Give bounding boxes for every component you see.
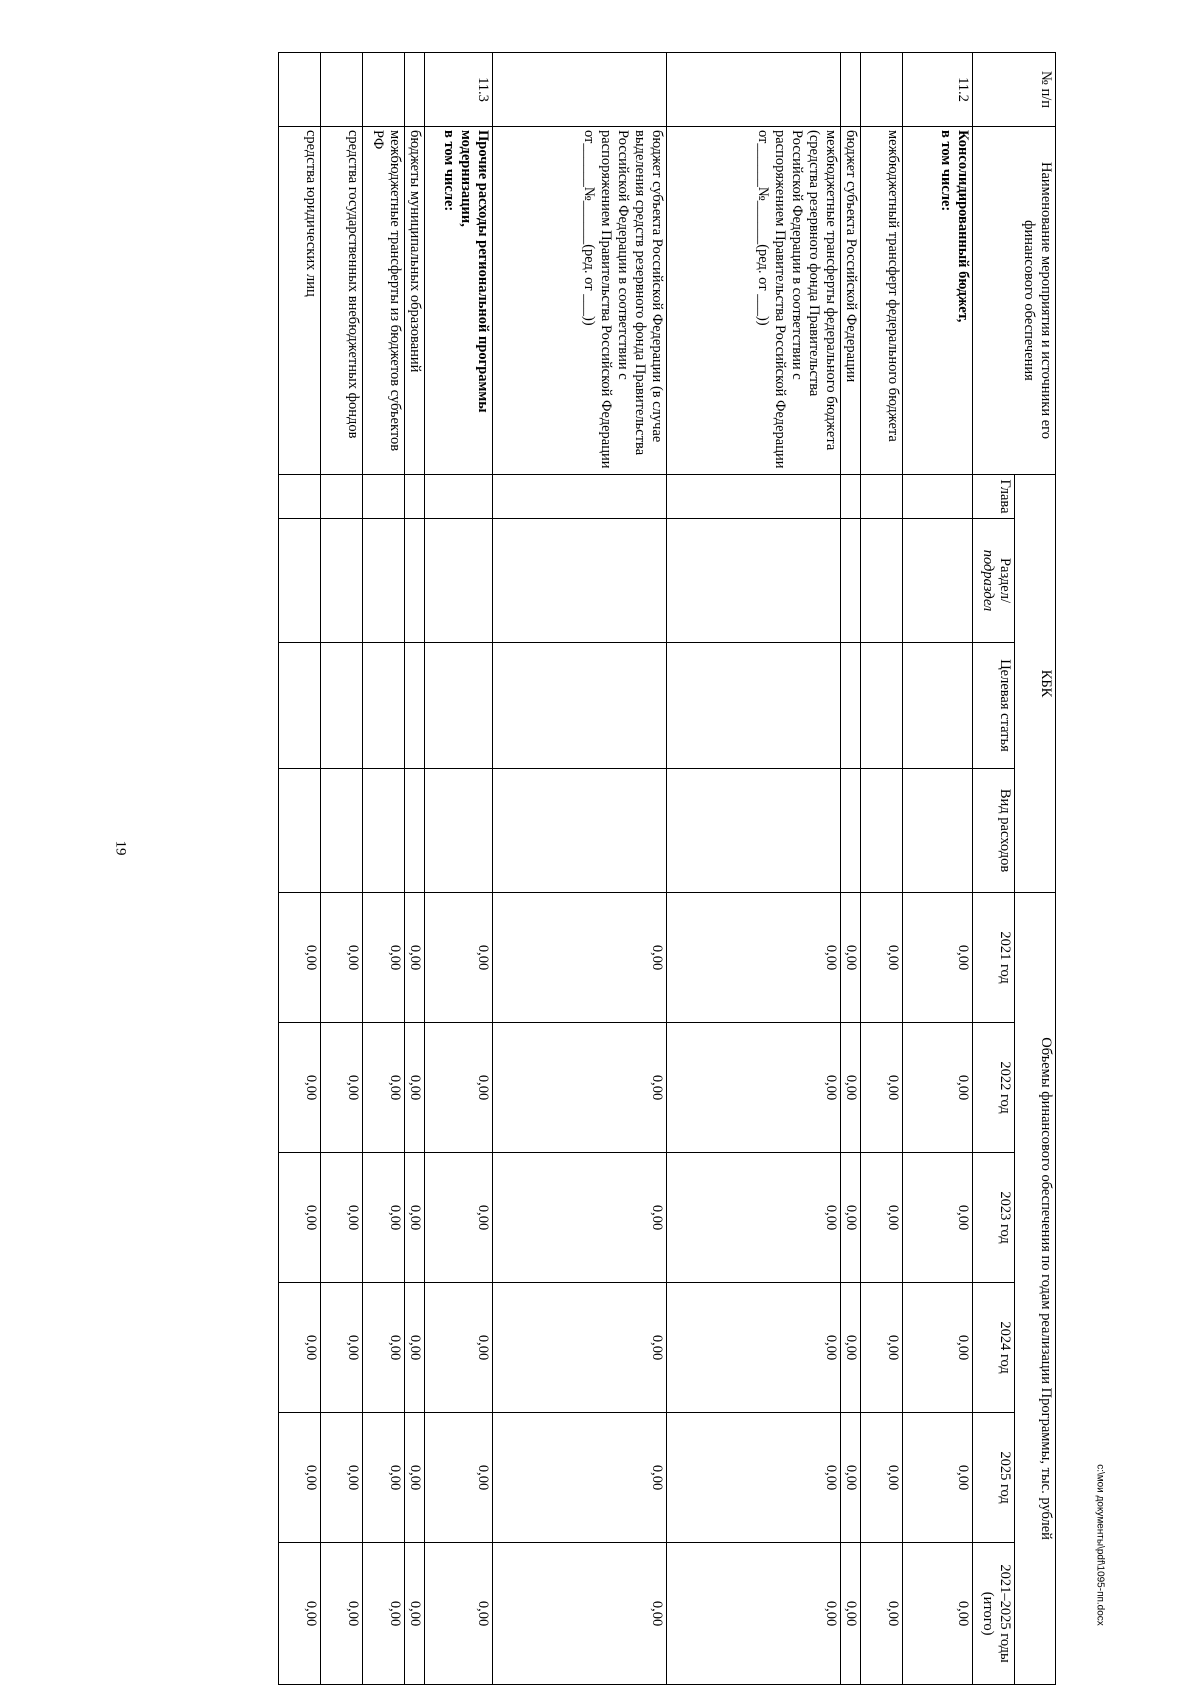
cell-2024: 0,00 bbox=[841, 1283, 861, 1413]
table-row bbox=[363, 53, 405, 1685]
footer-file-path: c:\мои документы\pdf\1095-пп.docx bbox=[1094, 1464, 1106, 1626]
cell-celevaya bbox=[405, 643, 425, 769]
row-name: средства государственных внебюджетных фондов bbox=[321, 127, 363, 475]
cell-glava bbox=[321, 475, 363, 519]
row-name bbox=[903, 127, 973, 475]
row-name: межбюджетный трансферт федерального бюджета bbox=[861, 127, 903, 475]
cell-2025: 0,00 bbox=[405, 1413, 425, 1543]
row-num bbox=[405, 53, 425, 127]
cell-vid bbox=[841, 769, 861, 893]
cell-2021: 0,00 bbox=[279, 893, 321, 1023]
cell-vid bbox=[405, 769, 425, 893]
cell-2022: 0,00 bbox=[493, 1023, 667, 1153]
cell-2021: 0,00 bbox=[363, 893, 405, 1023]
cell-2023: 0,00 bbox=[903, 1153, 973, 1283]
cell-2023: 0,00 bbox=[405, 1153, 425, 1283]
cell-celevaya bbox=[861, 643, 903, 769]
cell-2024: 0,00 bbox=[405, 1283, 425, 1413]
header-glava: Глава bbox=[973, 475, 1015, 519]
cell-2022: 0,00 bbox=[841, 1023, 861, 1153]
cell-2025: 0,00 bbox=[861, 1413, 903, 1543]
cell-vid bbox=[363, 769, 405, 893]
cell-glava bbox=[363, 475, 405, 519]
row-name: бюджет субъекта Российской Федерации bbox=[841, 127, 861, 475]
header-2021: 2021 год bbox=[973, 893, 1015, 1023]
cell-razdel bbox=[841, 519, 861, 643]
cell-total: 0,00 bbox=[425, 1543, 493, 1685]
cell-2024: 0,00 bbox=[903, 1283, 973, 1413]
table-row bbox=[667, 53, 841, 1685]
header-2023: 2023 год bbox=[973, 1153, 1015, 1283]
cell-2022: 0,00 bbox=[861, 1023, 903, 1153]
table-row bbox=[861, 53, 903, 1685]
cell-2024: 0,00 bbox=[861, 1283, 903, 1413]
cell-2025: 0,00 bbox=[363, 1413, 405, 1543]
table-row bbox=[903, 53, 973, 1685]
cell-vid bbox=[667, 769, 841, 893]
row-num: 11.3 bbox=[425, 53, 493, 127]
cell-2021: 0,00 bbox=[903, 893, 973, 1023]
row-num bbox=[493, 53, 667, 127]
cell-celevaya bbox=[321, 643, 363, 769]
cell-2021: 0,00 bbox=[425, 893, 493, 1023]
cell-glava bbox=[861, 475, 903, 519]
cell-vid bbox=[279, 769, 321, 893]
cell-razdel bbox=[861, 519, 903, 643]
cell-2024: 0,00 bbox=[667, 1283, 841, 1413]
cell-2025: 0,00 bbox=[493, 1413, 667, 1543]
row-name-line2: в том числе: bbox=[441, 130, 457, 212]
header-celevaya: Целевая статья bbox=[973, 643, 1015, 769]
header-razdel-text: Раздел/ bbox=[997, 557, 1013, 604]
row-name bbox=[425, 127, 493, 475]
cell-2023: 0,00 bbox=[861, 1153, 903, 1283]
cell-2022: 0,00 bbox=[363, 1023, 405, 1153]
cell-vid bbox=[903, 769, 973, 893]
cell-celevaya bbox=[279, 643, 321, 769]
header-name: Наименование мероприятия и источники его финансового обеспечения bbox=[973, 127, 1056, 475]
row-name: межбюджетные трансферты из бюджетов субъектов РФ bbox=[363, 127, 405, 475]
cell-glava bbox=[279, 475, 321, 519]
row-name: средства юридических лиц bbox=[279, 127, 321, 475]
row-num bbox=[841, 53, 861, 127]
cell-razdel bbox=[493, 519, 667, 643]
table-row bbox=[493, 53, 667, 1685]
row-name: межбюджетные трансферты федерального бюджета (средства резервного фонда Правительства Российской Федерации в соответствии с распоряжением Правительства Российской Федерации от______№______(ред. от ___)) bbox=[667, 127, 841, 475]
cell-2022: 0,00 bbox=[279, 1023, 321, 1153]
cell-celevaya bbox=[903, 643, 973, 769]
cell-2022: 0,00 bbox=[903, 1023, 973, 1153]
cell-2023: 0,00 bbox=[841, 1153, 861, 1283]
header-vid: Вид расходов bbox=[973, 769, 1015, 893]
row-name: бюджет субъекта Российской Федерации (в случае выделения средств резервного фонда Правительства Российской Федерации в соответствии с распоряжением Правительства Российской Федерации от______№______(ред. от ___)) bbox=[493, 127, 667, 475]
cell-celevaya bbox=[425, 643, 493, 769]
cell-total: 0,00 bbox=[493, 1543, 667, 1685]
cell-2025: 0,00 bbox=[425, 1413, 493, 1543]
cell-2025: 0,00 bbox=[279, 1413, 321, 1543]
cell-razdel bbox=[363, 519, 405, 643]
cell-vid bbox=[425, 769, 493, 893]
cell-total: 0,00 bbox=[861, 1543, 903, 1685]
cell-vid bbox=[861, 769, 903, 893]
cell-vid bbox=[321, 769, 363, 893]
row-num bbox=[279, 53, 321, 127]
cell-celevaya bbox=[493, 643, 667, 769]
table-row bbox=[425, 53, 493, 1685]
table-row bbox=[841, 53, 861, 1685]
financing-table bbox=[278, 52, 1056, 1685]
header-2024: 2024 год bbox=[973, 1283, 1015, 1413]
cell-razdel bbox=[425, 519, 493, 643]
cell-total: 0,00 bbox=[405, 1543, 425, 1685]
cell-glava bbox=[841, 475, 861, 519]
row-num: 11.2 bbox=[903, 53, 973, 127]
cell-glava bbox=[903, 475, 973, 519]
header-volumes: Объемы финансового обеспечения по годам реализации Программы, тыс. рублей bbox=[1015, 893, 1056, 1685]
header-row-1 bbox=[1015, 53, 1056, 1685]
cell-2021: 0,00 bbox=[841, 893, 861, 1023]
header-2022: 2022 год bbox=[973, 1023, 1015, 1153]
table-row bbox=[321, 53, 363, 1685]
cell-2023: 0,00 bbox=[363, 1153, 405, 1283]
cell-celevaya bbox=[667, 643, 841, 769]
page-number: 19 bbox=[112, 840, 129, 856]
cell-2021: 0,00 bbox=[667, 893, 841, 1023]
header-kbk: КБК bbox=[1015, 475, 1056, 893]
cell-razdel bbox=[405, 519, 425, 643]
header-2025: 2025 год bbox=[973, 1413, 1015, 1543]
row-name-line2: в том числе: bbox=[938, 130, 954, 212]
cell-razdel bbox=[903, 519, 973, 643]
cell-total: 0,00 bbox=[321, 1543, 363, 1685]
cell-razdel bbox=[667, 519, 841, 643]
row-name-line1: Прочие расходы региональной программы модернизации, bbox=[458, 130, 491, 413]
cell-2021: 0,00 bbox=[861, 893, 903, 1023]
cell-2024: 0,00 bbox=[279, 1283, 321, 1413]
rotated-page-content bbox=[168, 52, 1056, 1684]
row-name: бюджеты муниципальных образований bbox=[405, 127, 425, 475]
cell-2024: 0,00 bbox=[363, 1283, 405, 1413]
cell-2021: 0,00 bbox=[493, 893, 667, 1023]
cell-2023: 0,00 bbox=[493, 1153, 667, 1283]
cell-razdel bbox=[321, 519, 363, 643]
row-name-line1: Консолидированный бюджет, bbox=[955, 130, 971, 323]
cell-total: 0,00 bbox=[363, 1543, 405, 1685]
cell-2023: 0,00 bbox=[321, 1153, 363, 1283]
row-num bbox=[321, 53, 363, 127]
cell-2021: 0,00 bbox=[405, 893, 425, 1023]
cell-2023: 0,00 bbox=[279, 1153, 321, 1283]
row-num bbox=[363, 53, 405, 127]
cell-2023: 0,00 bbox=[667, 1153, 841, 1283]
header-num: № п/п bbox=[973, 53, 1056, 127]
row-num bbox=[861, 53, 903, 127]
cell-total: 0,00 bbox=[279, 1543, 321, 1685]
header-razdel bbox=[973, 519, 1015, 643]
header-total: 2021–2025 годы (итого) bbox=[973, 1543, 1015, 1685]
cell-2025: 0,00 bbox=[667, 1413, 841, 1543]
cell-2025: 0,00 bbox=[841, 1413, 861, 1543]
cell-glava bbox=[405, 475, 425, 519]
cell-total: 0,00 bbox=[667, 1543, 841, 1685]
table-row bbox=[279, 53, 321, 1685]
cell-2022: 0,00 bbox=[321, 1023, 363, 1153]
cell-glava bbox=[667, 475, 841, 519]
cell-glava bbox=[493, 475, 667, 519]
cell-2024: 0,00 bbox=[493, 1283, 667, 1413]
cell-total: 0,00 bbox=[903, 1543, 973, 1685]
table-row bbox=[405, 53, 425, 1685]
cell-2022: 0,00 bbox=[425, 1023, 493, 1153]
cell-razdel bbox=[279, 519, 321, 643]
cell-glava bbox=[425, 475, 493, 519]
cell-2022: 0,00 bbox=[405, 1023, 425, 1153]
cell-vid bbox=[493, 769, 667, 893]
cell-2023: 0,00 bbox=[425, 1153, 493, 1283]
cell-celevaya bbox=[363, 643, 405, 769]
cell-2024: 0,00 bbox=[321, 1283, 363, 1413]
header-podrazdel-text: подраздел bbox=[980, 549, 996, 612]
cell-2021: 0,00 bbox=[321, 893, 363, 1023]
row-num bbox=[667, 53, 841, 127]
cell-2025: 0,00 bbox=[321, 1413, 363, 1543]
cell-2024: 0,00 bbox=[425, 1283, 493, 1413]
cell-total: 0,00 bbox=[841, 1543, 861, 1685]
cell-2025: 0,00 bbox=[903, 1413, 973, 1543]
cell-celevaya bbox=[841, 643, 861, 769]
cell-2022: 0,00 bbox=[667, 1023, 841, 1153]
